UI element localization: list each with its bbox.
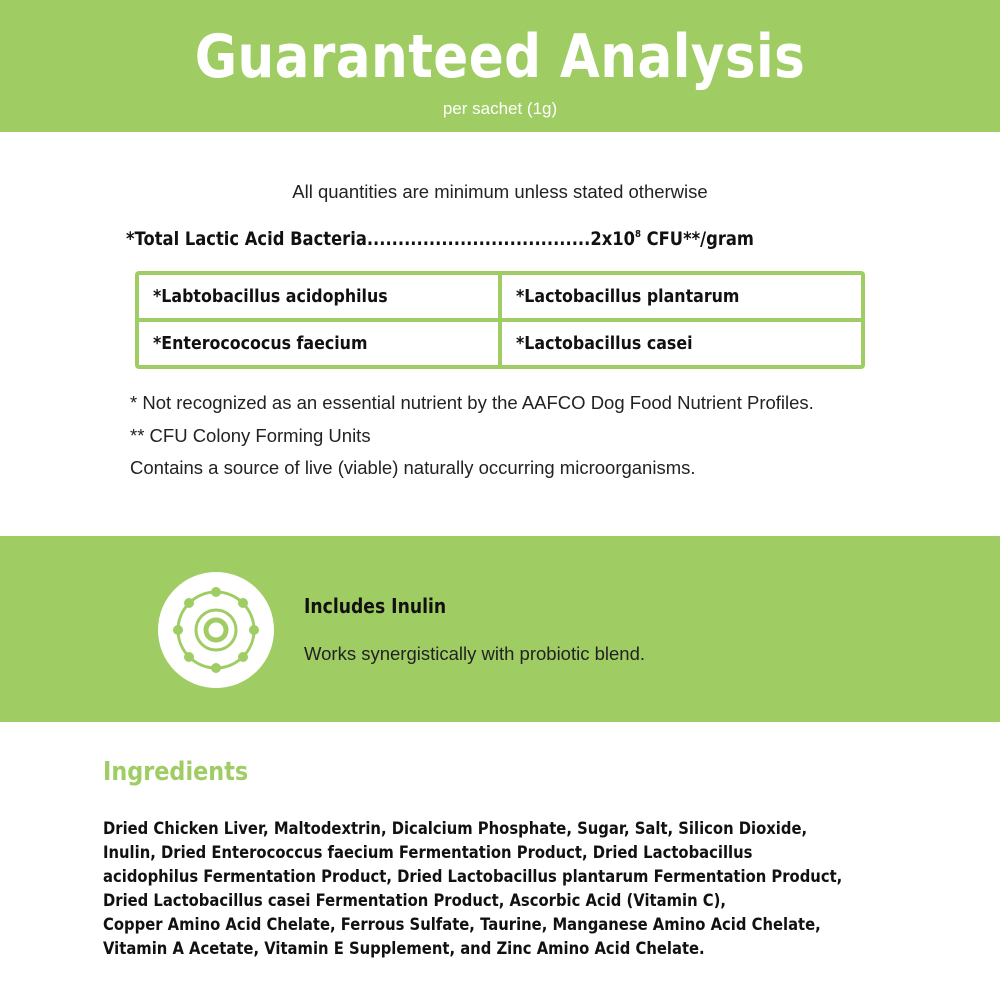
ingredients-line: Vitamin A Acetate, Vitamin E Supplement, and Zinc Amino Acid Chelate.	[103, 939, 705, 959]
strains-table	[135, 271, 865, 369]
strain-name: *Lactobacillus casei	[516, 333, 693, 354]
footnote-cfu: ** CFU Colony Forming Units	[130, 425, 371, 446]
header-banner	[0, 0, 1000, 132]
inulin-band	[0, 536, 1000, 722]
strain-cell	[502, 322, 861, 365]
ingredients-line: Inulin, Dried Enterococcus faecium Fermentation Product, Dried Lactobacillus	[103, 843, 753, 863]
ingredients-list	[103, 817, 956, 961]
strain-cell	[139, 322, 498, 365]
strain-cell	[502, 275, 861, 318]
total-bacteria-unit: CFU**/gram	[640, 228, 754, 250]
total-bacteria-exponent: 8	[634, 229, 641, 240]
total-bacteria-label: *Total Lactic Acid Bacteria	[126, 228, 367, 250]
strain-cell	[139, 275, 498, 318]
strain-name: *Lactobacillus plantarum	[516, 286, 740, 307]
ingredients-line: acidophilus Fermentation Product, Dried Lactobacillus plantarum Fermentation Product,	[103, 867, 843, 887]
page-subtitle: per sachet (1g)	[442, 99, 558, 118]
strain-name: *Labtobacillus acidophilus	[153, 286, 388, 307]
total-bacteria-value: 2x10	[590, 228, 635, 250]
inulin-description: Works synergistically with probiotic blend.	[304, 643, 646, 664]
ingredients-line: Dried Lactobacillus casei Fermentation Product, Ascorbic Acid (Vitamin C),	[103, 891, 727, 911]
page-title: Guaranteed Analysis	[194, 22, 806, 92]
total-bacteria-line	[126, 228, 780, 250]
quantities-note: All quantities are minimum unless stated otherwise	[292, 181, 708, 202]
strain-name: *Enterocococus faecium	[153, 333, 368, 354]
inulin-title: Includes Inulin	[304, 594, 447, 618]
ingredients-line: Dried Chicken Liver, Maltodextrin, Dicalcium Phosphate, Sugar, Salt, Silicon Dioxide,	[103, 819, 808, 839]
ingredients-title: Ingredients	[103, 757, 249, 787]
leader-dots: ....................................	[366, 228, 591, 250]
molecule-atom-icon	[158, 572, 274, 688]
footnote-live-microorganisms: Contains a source of live (viable) naturally occurring microorganisms.	[130, 457, 696, 478]
footnote-aafco: * Not recognized as an essential nutrient by the AAFCO Dog Food Nutrient Profiles.	[130, 392, 814, 413]
ingredients-line: Copper Amino Acid Chelate, Ferrous Sulfate, Taurine, Manganese Amino Acid Chelate,	[103, 915, 821, 935]
